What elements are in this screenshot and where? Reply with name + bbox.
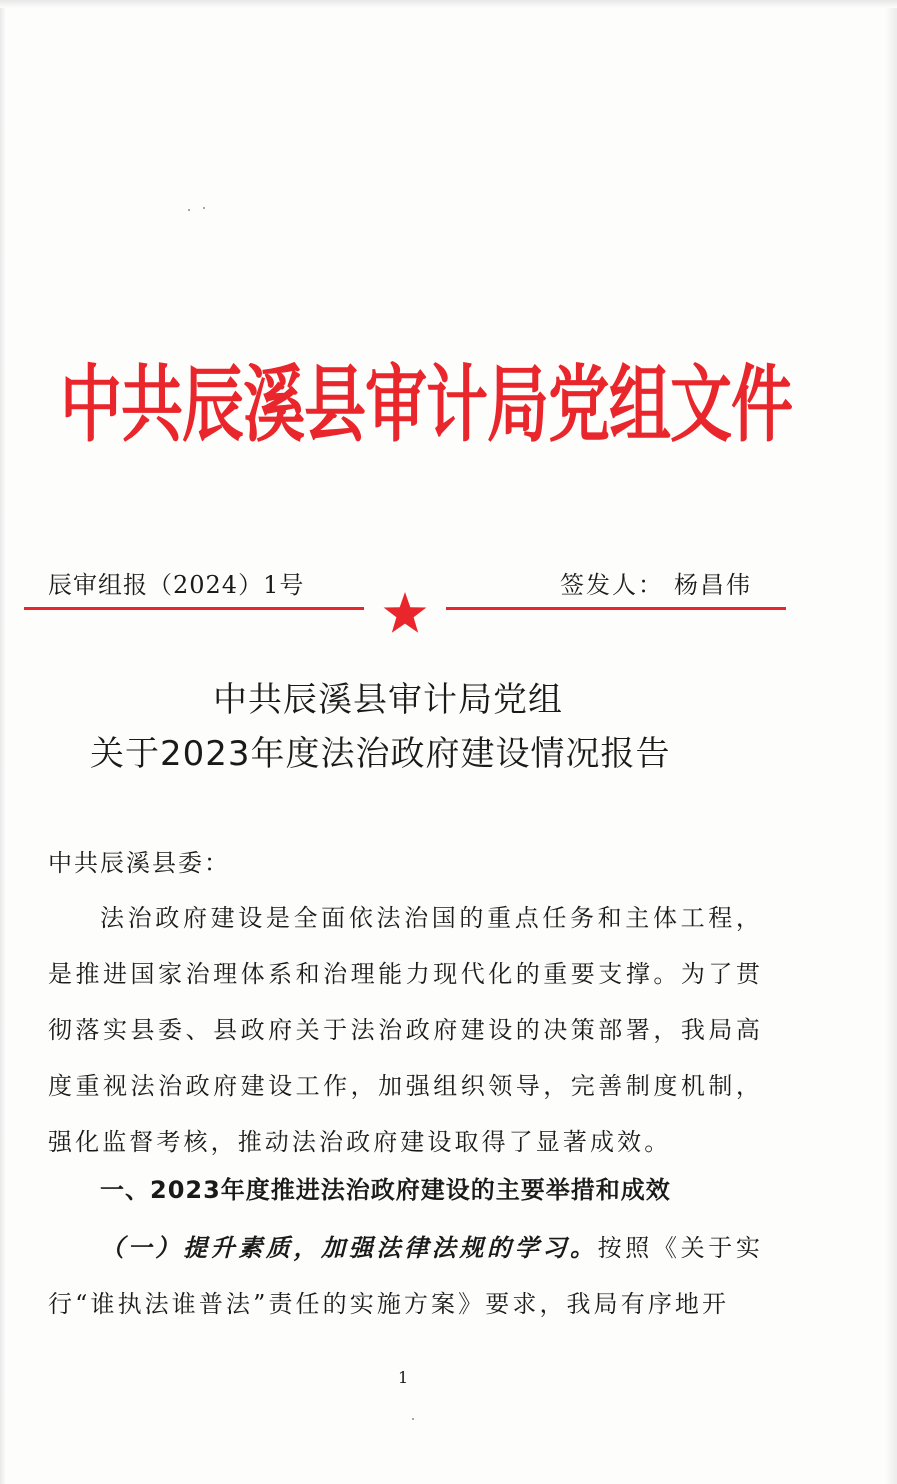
masthead-title: 中共辰溪县审计局党组文件 xyxy=(60,355,793,454)
salutation: 中共辰溪县委： xyxy=(48,849,230,877)
intro-paragraph: 法治政府建设是全面依法治国的重点任务和主体工程，是推进国家治理体系和治理能力现代化的重要支撑。为了贯彻落实县委、县政府关于法治政府建设的决策部署，我局高度重视法治政府建设工作，加强组织领导，完善制度机制，强化监督考核，推动法治政府建设取得了显著成效。 xyxy=(48,904,763,1156)
sub-section-paragraph xyxy=(48,1220,763,1332)
document-number: 辰审组报（2024）1号 xyxy=(48,571,305,599)
scan-edge-left xyxy=(0,0,6,1484)
star-icon xyxy=(382,590,428,636)
report-title-line-2: 关于2023年度法治政府建设情况报告 xyxy=(90,734,671,774)
section-heading: 一、2023年度推进法治政府建设的主要举措和成效 xyxy=(100,1176,671,1204)
page-number: 1 xyxy=(398,1368,409,1387)
signer-label: 签发人： xyxy=(560,571,664,599)
scan-speck xyxy=(412,1418,414,1420)
scan-edge-top xyxy=(0,0,897,8)
signer xyxy=(560,565,752,600)
red-rule-right xyxy=(446,607,786,610)
report-title-line-1: 中共辰溪县审计局党组 xyxy=(213,680,563,720)
scan-edge-right xyxy=(885,0,897,1484)
scan-speck xyxy=(188,209,190,211)
scan-speck xyxy=(203,207,205,209)
red-rule-left xyxy=(24,607,364,610)
sub-section-text: 按照《关于实行“谁执法谁普法”责任的实施方案》要求，我局有序地开 xyxy=(48,1234,763,1318)
signer-name: 杨昌伟 xyxy=(674,571,752,599)
sub-section-heading: （一）提升素质，加强法律法规的学习。 xyxy=(100,1233,598,1262)
